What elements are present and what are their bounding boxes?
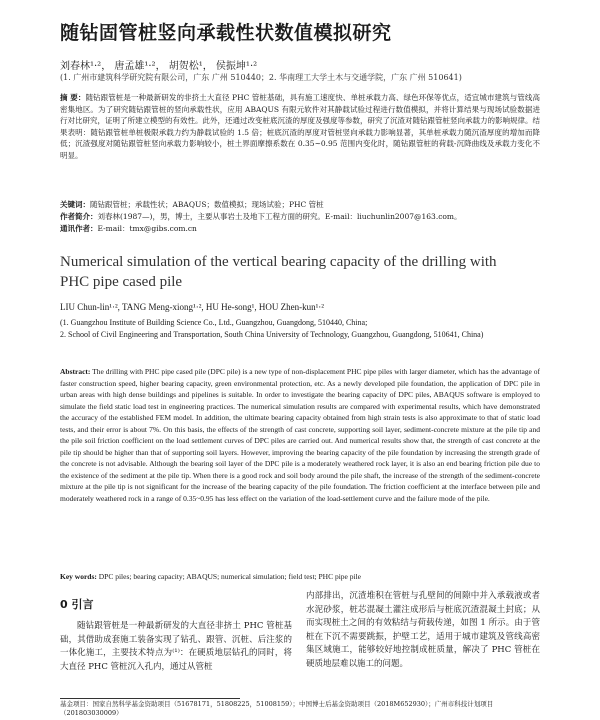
corresponding-cn-label: 通讯作者：: [60, 224, 98, 233]
keywords-en-text: DPC piles; bearing capacity; ABAQUS; numerical simulation; field test; PHC pipe pile: [98, 572, 362, 581]
author-info-cn: [60, 211, 462, 222]
keywords-cn-label: 关键词：: [60, 200, 90, 209]
affiliation-en: [60, 317, 538, 341]
abstract-cn-text: 随钻跟管桩是一种最新研发的非挤土大直径 PHC 管桩基础，具有施工速度快、单桩承载力高、绿色环保等优点，适宜城市建筑与管线高密集地区。为了研究随钻跟管桩的竖向承载性状，应用 ABAQUS 有限元软件对其静载试验过程进行数值模拟，并将计算结果与现场试验数据进行对比研究，证明了所建立模型的有效性。此外，还通过改变桩底沉渣的厚度及强度等参数，研究了沉渣对随钻跟管桩竖向承载力的影响规律。结果表明：随钻跟管桩单桩极限承载力约为静载试验的 1.5 倍；桩底沉渣的厚度对管桩竖向承载力影响显著，其单桩承载力随沉渣厚度的增加而降低；沉渣强度对随钻跟管桩竖向承载力影响较小，桩土界面摩擦系数在 0.35~0.95 范围内变化时，随钻跟管桩的荷载-沉降曲线及承载力变化不明显。: [60, 93, 540, 160]
keywords-en: [60, 572, 361, 581]
abstract-cn: [60, 92, 540, 161]
affiliation-cn: (1. 广州市建筑科学研究院有限公司，广东 广州 510440；2. 华南理工大学土木与交通学院，广东 广州 510641): [60, 73, 462, 82]
abstract-en-label: Abstract:: [60, 367, 91, 376]
footnote-funding: 基金项目：国家自然科学基金资助项目（51678171，51808225，51008159）；中国博士后基金资助项目（2018M652930）；广州市科技计划项目（201803030009）: [60, 700, 494, 717]
corresponding-author-cn: [60, 223, 197, 234]
corresponding-cn-text: E-mail：tmx@gibs.com.cn: [97, 224, 197, 233]
paper-title-cn: 随钻固管桩竖向承载性状数值模拟研究: [60, 22, 392, 44]
keywords-cn: [60, 199, 324, 210]
paper-title-en: Numerical simulation of the vertical bearing capacity of the drilling with PHC pipe cased pile: [60, 254, 497, 290]
authors-cn: 刘春林¹·²， 唐孟雄¹·²， 胡贺松¹， 侯振坤¹·²: [60, 61, 258, 72]
intro-paragraph-right: 内部排出，沉渣堆积在管桩与孔壁间的间隙中并入承载液或者水泥砂浆，桩芯混凝土灌注成形后与桩底沉渣混凝土封底；从而实现桩土之间的有效粘结与荷载传递，如图 1 所示。由于管桩在下沉不需要跳振，护壁工艺，适用于城市建筑及管线高密集区域施工，能够较好地控制成桩质量，解决了 PHC 管桩在硬质地层难以施工的问题。: [306, 591, 540, 669]
authors-en: LIU Chun-lin¹·², TANG Meng-xiong¹·², HU He-song¹, HOU Zhen-kun¹·²: [60, 302, 324, 312]
intro-paragraph-left: 随钻跟管桩是一种最新研发的大直径非挤土 PHC 管桩基础，其借助成套施工装备实现了钻孔、跟管、沉桩、后注浆的一体化施工，主要技术特点为⁽¹⁾：在硬质地层钻孔的同时，将大直径 PHC 管桩沉入孔内，通过从管桩: [60, 621, 292, 672]
keywords-cn-text: 随钻跟管桩；承载性状；ABAQUS；数值模拟；现场试验；PHC 管桩: [90, 200, 324, 209]
abstract-en: [60, 366, 540, 504]
abstract-cn-label: 摘 要：: [60, 93, 86, 102]
section-heading: 0 引言: [60, 598, 94, 611]
affiliation-en-line: (1. Guangzhou Institute of Building Science Co., Ltd., Guangzhou, Guangdong, 510440, China;: [60, 318, 368, 327]
author-info-cn-label: 作者简介：: [60, 212, 98, 221]
body-column-right: [306, 590, 540, 671]
keywords-en-label: Key words:: [60, 572, 97, 581]
author-info-cn-text: 刘春林(1987—)，男，博士，主要从事岩土及地下工程方面的研究。E-mail：liuchunlin2007@163.com。: [97, 212, 462, 221]
footnote-divider: [60, 698, 240, 699]
body-column-left: [60, 590, 292, 674]
affiliation-en-line: 2. School of Civil Engineering and Transportation, South China University of Technology, Guangzhou, Guangdong, 510641, China): [60, 330, 484, 339]
abstract-en-text: The drilling with PHC pipe cased pile (DPC pile) is a new type of non-displacement PHC pipe piles with larger diameter, which has the advantage of faster construction speed, higher bearing capacity, green environmental protection, etc. As a newly developed pile foundation, the application of DPC pile in urban areas with high dense buildings and pipelines is suitable. In order to investigate the bearing capacity of DPC piles, ABAQUS software is employed to simulate the field static load test in engineering practices. The numerical simulation results are compared with experimental results, which have demonstrated the accuracy of the established FEM model. In addition, the ultimate bearing capacity obtained from high strain tests is also approximate to that of static load tests, and their error is about 7%. On this basis, the effects of the strength of cast concrete, supporting soil layer, sediment-concrete mixture at the pile tip and the pile soil friction coefficient on the load settlement curves of DPC piles are carried out. And numerical results show that, the strength of cast concrete at the pile tip should be higher than that of supporting soil layers. However, improving the bearing capacity of the pile foundation by increasing the strength grade of the concrete is not advisable. Although the bearing soil layer of the DPC pile is a moderately weathered rock layer, it is also an end bearing friction pile due to the existence of the sediment at the pile tip. When there is a good rock and soil body around the pile shaft, the increase of the strength of the sediment-concrete mixture at the pile tip is not significant for the increase of the bearing capacity of the pile foundation. The friction coefficient at the interface between pile and moderately weathered rock in a range of 0.35~0.95 has less effect on the variation of the load-settlement curve and the failure mode of the pile.: [60, 367, 540, 503]
